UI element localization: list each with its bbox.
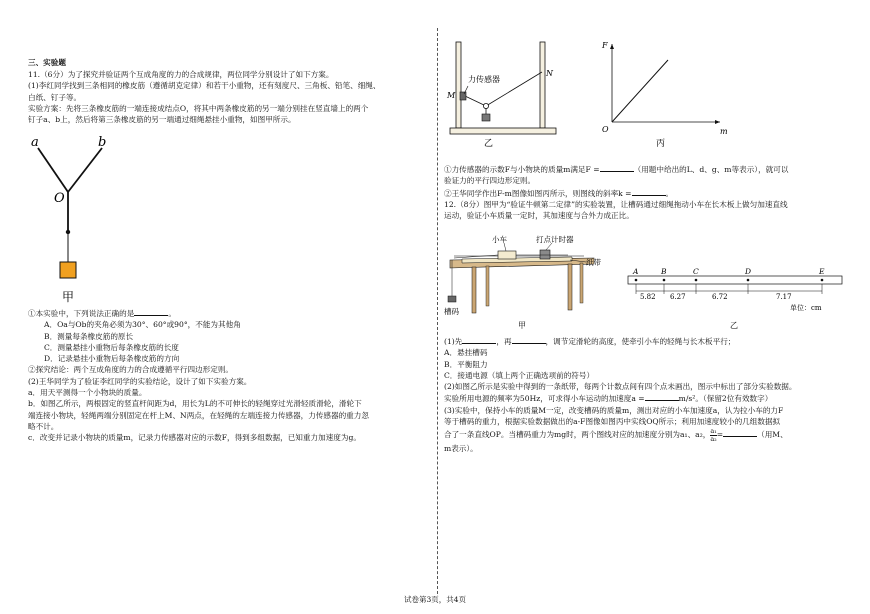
label-M: M (447, 91, 456, 100)
table-leg-back-left (486, 266, 489, 306)
distance-DE: 7.17 (776, 293, 792, 301)
caption-yi-1: 乙 (484, 139, 494, 149)
q11-plan-line1: 实验方案：先将三条橡皮筋的一端连接成结点O，将其中两条橡皮筋的另一端分别挂在竖直墙上的两个 (28, 103, 369, 113)
weight-block (60, 262, 76, 278)
label-tape: 纸带 (586, 258, 601, 267)
table-leg-back-right (580, 263, 583, 303)
label-b: b (98, 135, 107, 150)
distance-CD: 6.72 (712, 293, 728, 301)
answer-blank-q12-ratio[interactable] (723, 428, 757, 437)
label-force-sensor: 力传感器 (468, 75, 500, 84)
q11-p2-intro: (2)王华同学为了验证李红同学的实验结论，设计了如下实验方案。 (28, 376, 252, 386)
label-timer: 打点计时器 (536, 235, 574, 244)
q11-plan-line2: 钉子a、b上，然后将第三条橡皮筋的另一端通过细绳悬挂小重物，如图甲所示。 (28, 115, 296, 125)
option-q11-B: B．测量每条橡皮筋的原长 (44, 331, 134, 341)
q12-p2-line2: 实验所用电源的频率为50Hz，可求得小车运动的加速度a = m/s²。（保留2位有效数字） (444, 394, 773, 404)
point-E (821, 279, 824, 282)
rubber-band-ob (68, 148, 102, 192)
table-leg-front-left (472, 267, 476, 313)
caption-jia-cart: 甲 (518, 321, 526, 330)
caption-bing: 丙 (656, 139, 666, 149)
answer-blank-q11-k[interactable] (632, 187, 666, 196)
section-title: 三、实验题 (28, 58, 66, 67)
label-m: m (720, 127, 728, 136)
figure-yi-paper-tape (626, 266, 848, 332)
q12-stem-line2: 运动，验证小车质量一定时，其加速度与合外力成正比。 (444, 211, 634, 221)
left-pole (456, 42, 461, 128)
q11-p2-b-line1: b．如图乙所示，两根固定的竖直杆间距为d，用长为L的不可伸长的轻绳穿过光滑轻质滑轮，滑轮下 (28, 399, 362, 409)
figure-yi-pulley-setup (446, 38, 564, 150)
distance-AB: 5.82 (640, 293, 656, 301)
label-O-graph: O (602, 125, 609, 134)
option-q11-C: C．测量悬挂小重物后每条橡皮筋的长度 (44, 342, 179, 352)
q11-q2-text (444, 163, 854, 221)
answer-blank-q11-1[interactable] (134, 307, 168, 316)
cart (498, 251, 516, 259)
q12-p2-line1: (2)如图乙所示是实验中得到的一条纸带，每两个计数点间有四个点未画出，图示中标出了部分实验数据。 (444, 382, 797, 392)
q11-stem: 11.（6分）为了探究并验证两个互成角度的力的合成规律，两位同学分别设计了如下方案。 (28, 70, 334, 79)
label-A: A (633, 267, 639, 276)
point-C (695, 279, 698, 282)
label-N: N (546, 69, 553, 78)
q11-p1-line2: 白纸、钉子等。 (28, 92, 82, 102)
q11-p1-line1: (1)李红同学找到三条相同的橡皮筋（遵循胡克定律）和若干小重物，还有刻度尺、三角板、铅笔、细绳、 (28, 81, 381, 91)
q12-p3-line2: 等于槽码的重力，根据实验数据做出的a-F图像如图丙中实线OQ所示；利用加速度较小的几组数据拟 (444, 417, 781, 427)
hanging-weight (448, 296, 456, 302)
label-O: O (54, 191, 65, 206)
caption-jia: 甲 (62, 290, 75, 304)
point-D (747, 279, 750, 282)
figure-bing-f-m-graph (596, 38, 736, 150)
q12-stem-line1: 12.（8分）图甲为“验证牛顿第二定律”的实验装置，让槽码通过细绳拖动小车在长木板上做匀加速直线 (444, 199, 788, 209)
label-cart: 小车 (492, 235, 507, 244)
option-q12-A: A．悬挂槽码 (444, 348, 488, 358)
cart-string (454, 255, 498, 258)
timer-box (540, 250, 550, 259)
figure-jia-rubber-bands (28, 134, 118, 306)
q11-q2-1-line1: ①力传感器的示数F与小物块的质量m满足F = （用题中给出的L、d、g、m等表示），就可以 (444, 165, 789, 174)
timer-pointer (546, 243, 552, 250)
right-pole (540, 42, 545, 128)
column-divider (437, 28, 438, 594)
q12-p3-line4: m表示）。 (444, 443, 478, 453)
q11-text-bottom (28, 307, 430, 444)
q11-p2-b-line3: 略不计。 (28, 421, 59, 431)
base-board (450, 128, 556, 134)
q11-conclusion: ②探究结论：两个互成角度的力的合成遵循平行四边形定则。 (28, 365, 234, 375)
label-B: B (661, 267, 667, 276)
answer-blank-q12-first[interactable] (462, 335, 496, 344)
force-sensor (460, 92, 466, 100)
label-C: C (693, 267, 699, 276)
label-a: a (31, 135, 39, 150)
tape-strip (628, 276, 842, 284)
q12-text (444, 335, 854, 454)
label-weight: 槽码 (444, 307, 459, 316)
pulley (483, 103, 488, 108)
option-q12-B: B．平衡阻力 (444, 359, 488, 369)
point-B (663, 279, 666, 282)
rope-left (465, 96, 486, 106)
q12-p1: (1)先 ，再 ，调节定滑轮的高度，使牵引小车的轻绳与长木板平行； (444, 337, 736, 346)
answer-blank-q12-then[interactable] (512, 335, 546, 344)
rubber-band-oa (38, 148, 68, 192)
tape-point-labels (632, 267, 825, 276)
caption-yi-tape: 乙 (730, 321, 738, 330)
tape-distance-labels (640, 293, 792, 301)
small-block (482, 114, 490, 121)
distance-BC: 6.27 (670, 293, 686, 301)
answer-blank-q12-a[interactable] (645, 392, 679, 401)
page-footer: 试卷第3页，共4页 (403, 595, 467, 604)
q12-p3-line1: (3)实验中，保持小车的质量M一定，改变槽码的质量m，测出对应的小车加速度a，认为拉小车的力F (444, 405, 784, 415)
cart-pointer (504, 243, 506, 251)
q11-q2-2: ②王华同学作出F-m图像如图丙所示，则图线的斜率k = 。 (444, 188, 674, 198)
q11-q1-prompt: ①本实验中，下列说法正确的是 。 (28, 309, 176, 318)
label-E: E (819, 267, 825, 276)
q11-text-top (28, 69, 430, 125)
tape-unit: 单位：cm (790, 304, 822, 312)
table-leg-front-right (568, 264, 572, 310)
q11-p2-c: c．改变并记录小物块的质量m，记录力传感器对应的示数F，得到多组数据，已知重力加速度为g。 (28, 433, 361, 443)
q11-q2-1-line2: 验证力的平行四边形定则。 (444, 176, 536, 186)
option-q11-D: D．记录悬挂小重物后每条橡皮筋的方向 (44, 354, 180, 364)
option-q11-A: A．Oa与Ob的夹角必须为30°、60°或90°，不能为其他角 (44, 320, 241, 330)
point-A (635, 279, 638, 282)
q11-p2-b-line2: 端连接小物块，轻绳两端分别固定在杆上M、N两点，在轻绳的左端连接力传感器，力传感器的重力忽 (28, 410, 369, 420)
f-m-line (612, 60, 668, 122)
f-axis-arrow (610, 44, 614, 49)
ratio-a1-a2: $\frac{\text{a₁}}{\text{a₂}}$ (710, 427, 717, 443)
q12-p3-line3: 合了一条直线OP。当槽码重力为mg时，两个图线对应的加速度分别为a₁、a₂， $\frac{\text{a₁}}{\text{a₂}}$ = （用M、 (444, 427, 788, 443)
m-axis-arrow (715, 120, 720, 124)
label-F: F (602, 41, 608, 50)
answer-blank-q11-F[interactable] (600, 163, 634, 172)
label-D: D (745, 267, 752, 276)
q11-p2-a: a．用天平测得一个小物块的质量。 (28, 388, 147, 398)
figure-jia-cart-setup (444, 230, 604, 332)
dimension-lines (636, 284, 822, 294)
option-q12-C: C．接通电源（填上两个正确选项前的符号） (444, 370, 595, 380)
